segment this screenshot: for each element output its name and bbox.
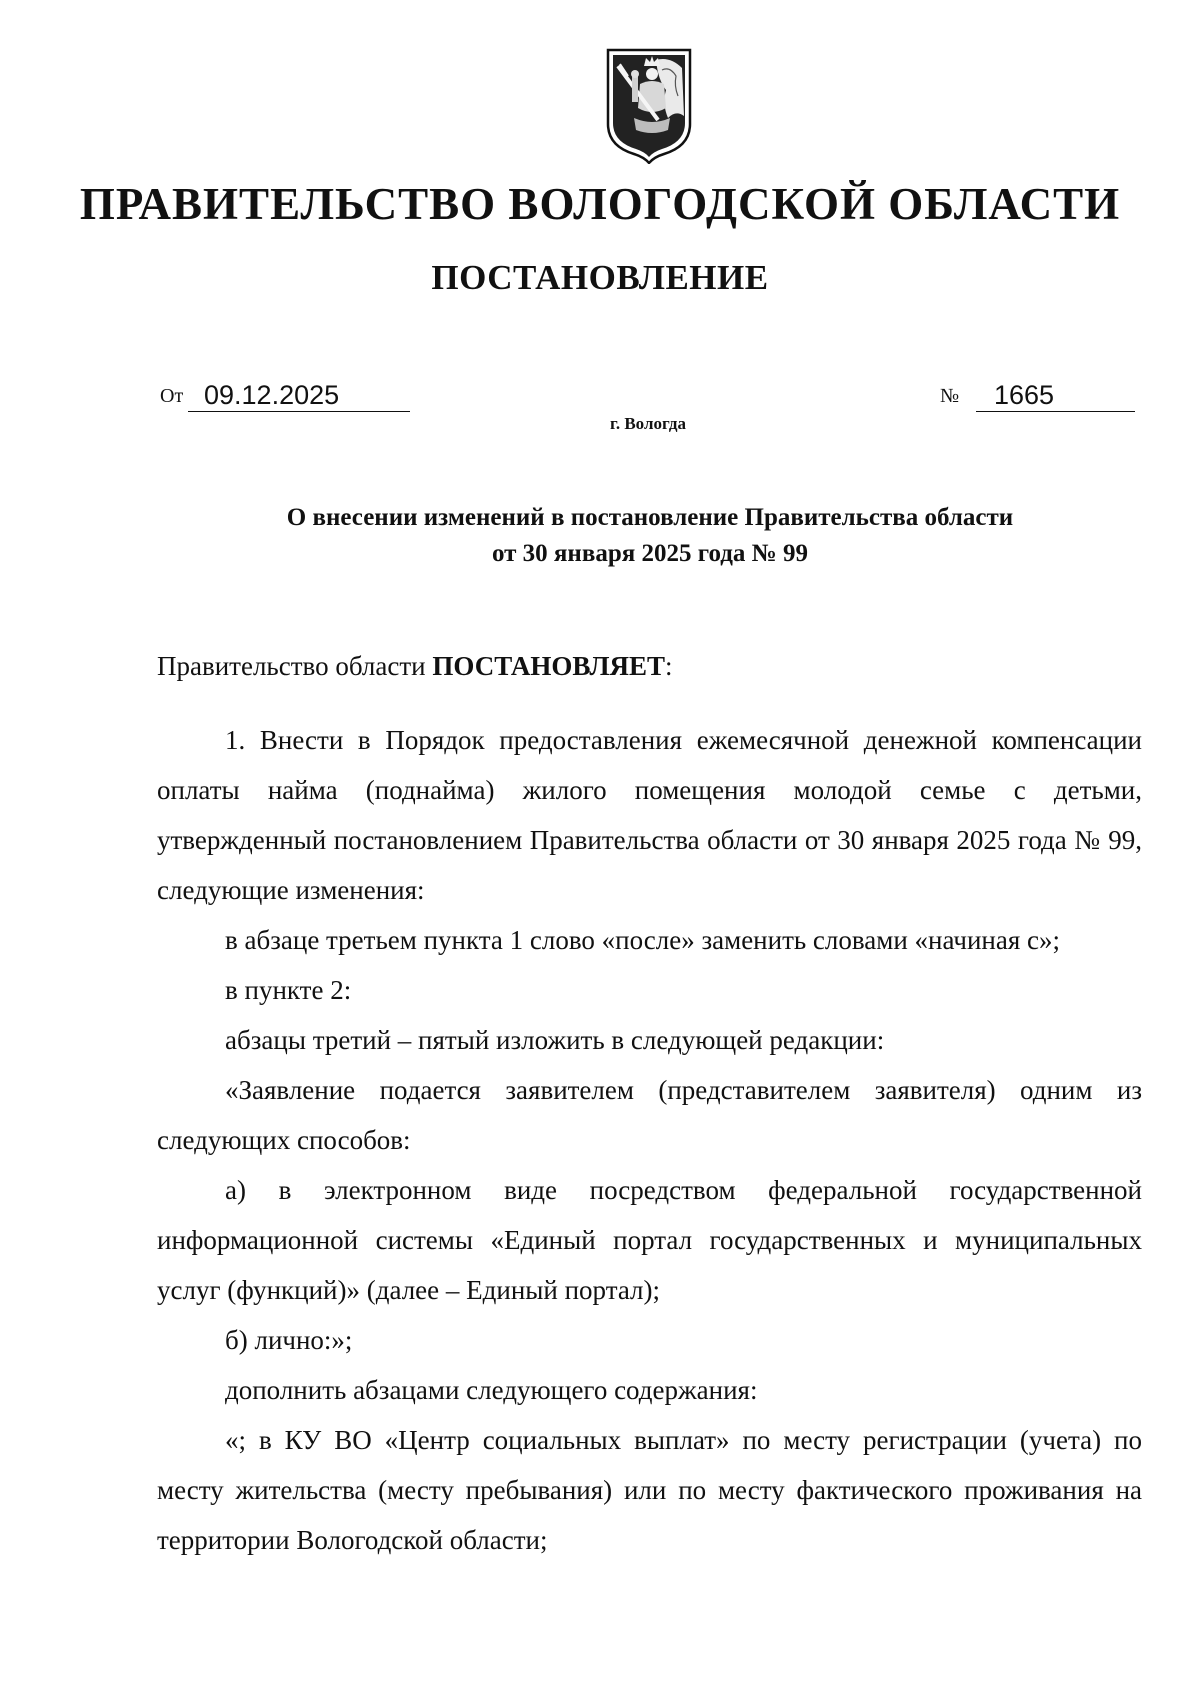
document-body [157, 715, 1142, 1565]
body-paragraph: в абзаце третьем пункта 1 слово «после» заменить словами «начиная с»; [225, 925, 1061, 955]
body-paragraph: дополнить абзацами следующего содержания: [225, 1375, 758, 1405]
date-prefix: От [160, 385, 184, 407]
preamble-emphasis: ПОСТАНОВЛЯЕТ [432, 651, 665, 681]
body-paragraph: «Заявление подается заявителем (представителем заявителя) одним из следующих способов: [157, 1075, 1142, 1155]
preamble-tail: : [664, 651, 673, 681]
number-value: 1665 [994, 380, 1055, 410]
body-paragraph: а) в электронном виде посредством федеральной государственной информационной системы «Единый портал государственных и муниципальных услуг (функций)» (далее – Единый портал); [157, 1175, 1142, 1305]
date-value: 09.12.2025 [204, 380, 340, 410]
subject-line-2: от 30 января 2025 года № 99 [491, 540, 809, 567]
body-paragraph: б) лично:»; [225, 1325, 353, 1355]
body-paragraph: «; в КУ ВО «Центр социальных выплат» по месту регистрации (учета) по месту жительства (месту пребывания) или по месту фактического проживания на территории Вологодской области; [157, 1425, 1142, 1555]
city-label: г. Вологда [610, 414, 686, 433]
date-underline [188, 381, 410, 412]
preamble [157, 651, 673, 682]
number-field [940, 380, 1135, 414]
document-subject [150, 500, 1150, 572]
number-underline [976, 381, 1135, 412]
date-field [160, 380, 410, 414]
number-prefix: № [940, 385, 960, 407]
preamble-text: Правительство области [157, 651, 433, 681]
subject-line-1: О внесении изменений в постановление Правительства области [286, 504, 1014, 531]
coat-of-arms-emblem [604, 46, 694, 164]
document-type: ПОСТАНОВЛЕНИЕ [431, 258, 769, 297]
body-paragraph: абзацы третий – пятый изложить в следующей редакции: [225, 1025, 885, 1055]
body-paragraph: в пункте 2: [225, 975, 352, 1005]
organization-title: ПРАВИТЕЛЬСТВО ВОЛОГОДСКОЙ ОБЛАСТИ [79, 179, 1121, 229]
body-paragraph: 1. Внести в Порядок предоставления ежемесячной денежной компенсации оплаты найма (поднайма) жилого помещения молодой семье с детьми, утвержденный постановлением Правительства области от 30 января 2025 года № 99, следующие изменения: [157, 725, 1142, 905]
